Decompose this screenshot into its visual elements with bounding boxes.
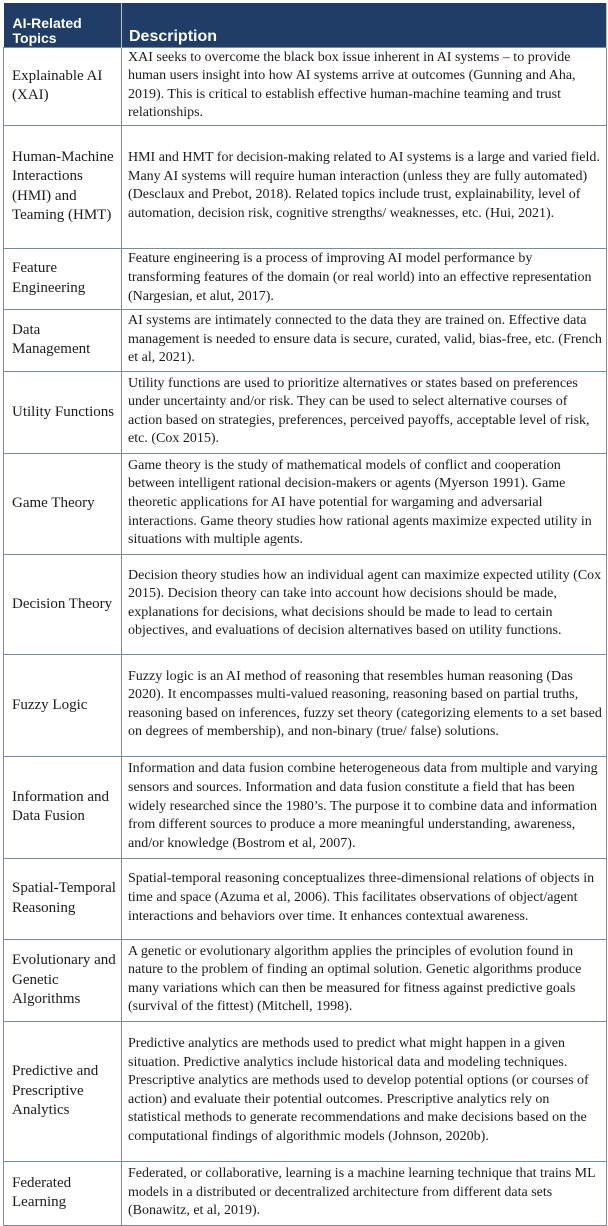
description-cell: Utility functions are used to prioritize alternatives or states based on preferences under uncertainty and/or risk. They can be used to select alternative courses of action based on strategies, preferences, perceived payoffs, acceptable level of risk, etc. (Cox 2015). (122, 371, 607, 453)
description-cell: XAI seeks to overcome the black box issue inherent in AI systems – to provide human users insight into how AI systems arrive at outcomes (Gunning and Aha, 2019). This is critical to establish effective human-machine teaming and trust relationships. (122, 47, 607, 125)
table-row (4, 756, 607, 858)
description-cell: Spatial-temporal reasoning conceptualizes three-dimensional relations of objects in time and space (Azuma et al, 2006). This facilitates observations of object/agent interactions and behaviors over time. It enhances contextual awareness. (122, 858, 607, 939)
table-row (4, 858, 607, 939)
description-cell: AI systems are intimately connected to the data they are trained on. Effective data management is needed to ensure data is secure, curated, valid, bias-free, etc. (French et al, 2021). (122, 309, 607, 371)
description-cell: Information and data fusion combine heterogeneous data from multiple and varying sensors and sources. Information and data fusion constitute a field that has been widely researched since the 1980’s. The purpose it to combine data and information from different sources to produce a more meaningful understanding, awareness, and/or knowledge (Bostrom et al, 2007). (122, 756, 607, 858)
topic-cell: Game Theory (4, 453, 122, 554)
topic-cell: Explainable AI (XAI) (4, 47, 122, 125)
table-row (4, 125, 607, 248)
header-topics: AI-Related Topics (4, 3, 122, 47)
topic-cell: Decision Theory (4, 554, 122, 654)
topic-cell: Federated Learning (4, 1161, 122, 1225)
description-cell: A genetic or evolutionary algorithm applies the principles of evolution found in nature to the problem of finding an optimal solution. Genetic algorithms produce many variations which can then be measured for fitness against predictive goals (survival of the fittest) (Mitchell, 1998). (122, 939, 607, 1021)
description-cell: Decision theory studies how an individual agent can maximize expected utility (Cox 2015). Decision theory can take into account how decisions should be made, explanations for decisions, what decisions should be made to lead to certain objectives, and evaluations of decision alternatives based on utility functions. (122, 554, 607, 654)
topic-cell: Spatial-Temporal Reasoning (4, 858, 122, 939)
table-row (4, 654, 607, 756)
table-row (4, 47, 607, 125)
table-header (4, 3, 607, 47)
description-cell: Predictive analytics are methods used to predict what might happen in a given situation. Predictive analytics include historical data and modeling techniques. Prescriptive analytics are methods used to develop potential options (or courses of action) and evaluate their potential outcomes. Prescriptive analytics rely on statistical methods to generate recommendations and make decisions based on the computational findings of algorithmic models (Johnson, 2020b). (122, 1021, 607, 1161)
table-row (4, 248, 607, 309)
table-row (4, 1021, 607, 1161)
table-row (4, 939, 607, 1021)
topic-cell: Feature Engineering (4, 248, 122, 309)
description-cell: Fuzzy logic is an AI method of reasoning that resembles human reasoning (Das 2020). It encompasses multi-valued reasoning, reasoning based on partial truths, reasoning based on inferences, fuzzy set theory (categorizing elements to a set based on degrees of membership), and non-binary (true/ false) solutions. (122, 654, 607, 756)
topic-cell: Predictive and Prescriptive Analytics (4, 1021, 122, 1161)
table-body (4, 47, 607, 1225)
description-cell: Feature engineering is a process of improving AI model performance by transforming features of the domain (or real world) into an effective representation (Nargesian, et alut, 2017). (122, 248, 607, 309)
header-description: Description (122, 3, 607, 47)
topic-cell: Data Management (4, 309, 122, 371)
description-cell: Federated, or collaborative, learning is a machine learning technique that trains ML models in a distributed or decentralized architecture from different data sets (Bonawitz, et al, 2019). (122, 1161, 607, 1225)
topic-cell: Utility Functions (4, 371, 122, 453)
description-cell: Game theory is the study of mathematical models of conflict and cooperation between intelligent rational decision-makers or agents (Myerson 1991). Game theoretic applications for AI have potential for wargaming and adversarial interactions. Game theory studies how rational agents maximize expected utility in situations with multiple agents. (122, 453, 607, 554)
topic-cell: Evolutionary and Genetic Algorithms (4, 939, 122, 1021)
table-row (4, 371, 607, 453)
table-row (4, 309, 607, 371)
topic-cell: Human-Machine Interactions (HMI) and Teaming (HMT) (4, 125, 122, 248)
ai-topics-table (3, 3, 607, 1226)
table-row (4, 453, 607, 554)
topic-cell: Information and Data Fusion (4, 756, 122, 858)
table-row (4, 554, 607, 654)
table-row (4, 1161, 607, 1225)
topic-cell: Fuzzy Logic (4, 654, 122, 756)
description-cell: HMI and HMT for decision-making related to AI systems is a large and varied field. Many AI systems will require human interaction (unless they are fully automated) (Desclaux and Prebot, 2018). Related topics include trust, explainability, level of automation, decision risk, cognitive strengths/ weaknesses, etc. (Hui, 2021). (122, 125, 607, 248)
